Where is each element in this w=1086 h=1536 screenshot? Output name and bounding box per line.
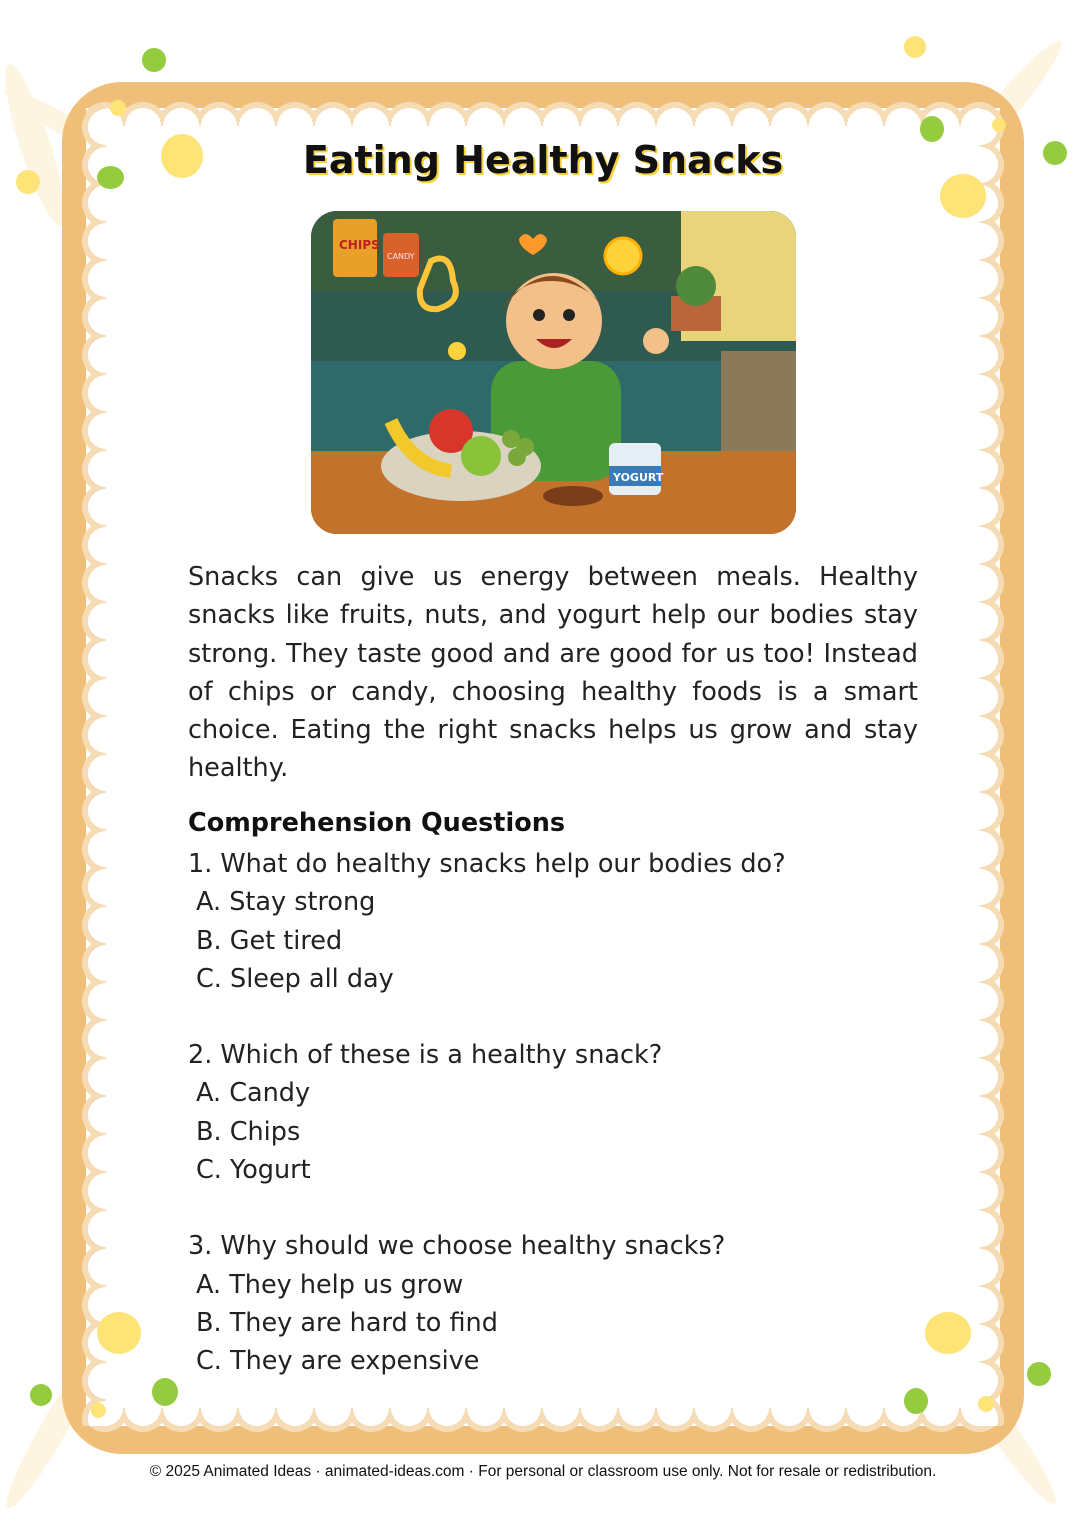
question-item — [188, 845, 786, 998]
border-scallops — [980, 108, 1014, 1426]
question-text: 3. Why should we choose healthy snacks? — [188, 1231, 726, 1262]
page-title: Eating Healthy Snacks — [302, 138, 784, 182]
questions-heading: Comprehension Questions — [188, 808, 566, 838]
decor-dot — [97, 1312, 141, 1354]
svg-text:CANDY: CANDY — [387, 252, 415, 261]
question-item — [188, 1036, 786, 1189]
decor-dot — [992, 118, 1006, 132]
answer-option: A. They help us grow — [196, 1269, 464, 1300]
reading-passage: Snacks can give us energy between meals. Healthy snacks like fruits, nuts, and yogurt help our bodies stay strong. They taste good and are good for us too! Instead of chips or candy, choosing healthy foods is a smart choice. Eating the right snacks helps us grow and stay healthy. — [188, 562, 918, 784]
answer-option: B. Chips — [196, 1116, 301, 1147]
decor-dot — [925, 1312, 971, 1354]
decor-dot — [1027, 1362, 1051, 1386]
answer-option: C. Sleep all day — [196, 963, 394, 994]
copyright-footer: © 2025 Animated Ideas · animated-ideas.com · For personal or classroom use only. Not for resale or redistribution. — [149, 1463, 937, 1480]
answer-option: C. Yogurt — [196, 1155, 311, 1186]
decor-dot — [110, 100, 126, 116]
answer-option: C. They are expensive — [196, 1346, 480, 1377]
decor-dot — [142, 48, 166, 72]
question-text: 2. Which of these is a healthy snack? — [188, 1040, 663, 1071]
question-text: 1. What do healthy snacks help our bodies do? — [188, 849, 786, 879]
decor-dot — [904, 36, 926, 58]
border-scallops — [86, 92, 1000, 126]
decor-dot — [978, 1396, 994, 1412]
decor-dot — [904, 1388, 928, 1414]
border-scallops — [72, 108, 106, 1426]
answer-option: B. Get tired — [196, 925, 343, 956]
answer-option: A. Candy — [196, 1078, 311, 1109]
decor-dot — [30, 1384, 52, 1406]
svg-text:CHIPS: CHIPS — [339, 238, 380, 252]
decor-dot — [91, 1403, 106, 1418]
answer-option: B. They are hard to find — [196, 1307, 498, 1338]
answer-option: A. Stay strong — [196, 887, 376, 918]
question-item — [188, 1227, 786, 1380]
svg-text:YOGURT: YOGURT — [613, 471, 664, 484]
decor-dot — [152, 1378, 178, 1406]
question-list — [188, 845, 786, 1419]
hero-illustration — [311, 211, 796, 534]
